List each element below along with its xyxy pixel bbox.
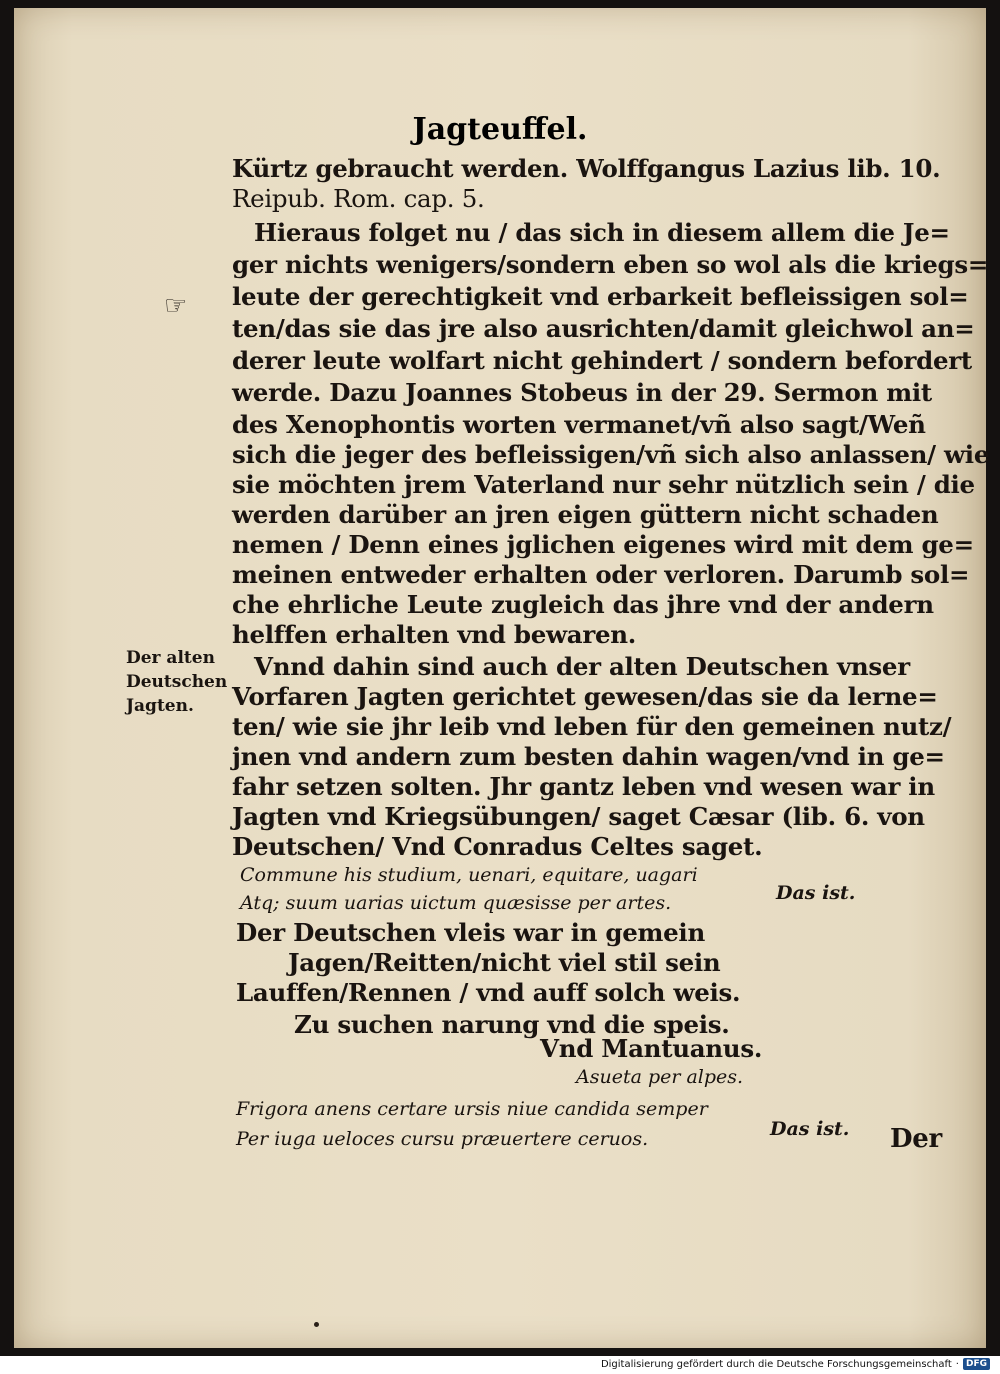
text-line: jnen vnd andern zum besten dahin wagen/vnd in ge=	[232, 742, 945, 771]
text-line: fahr setzen solten. Jhr gantz leben vnd wesen war in	[232, 772, 935, 801]
footer-bar: Digitalisierung gefördert durch die Deutsche Forschungsgemeinschaft · DFG	[601, 1356, 990, 1372]
latin-verse-line: Per iuga ueloces cursu præuertere ceruos.	[236, 1128, 649, 1150]
text-line: Jagten vnd Kriegsübungen/ saget Cæsar (lib. 6. von	[232, 802, 925, 831]
book-page	[14, 8, 990, 1348]
dfg-logo-icon: DFG	[963, 1358, 990, 1370]
catchword: Der	[890, 1124, 942, 1154]
latin-intro-line: Asueta per alpes.	[576, 1066, 744, 1088]
text-line: Vnnd dahin sind auch der alten Deutschen vnser	[254, 652, 910, 681]
das-ist-label: Das ist.	[770, 1118, 850, 1140]
text-line: sie möchten jrem Vaterland nur sehr nützlich sein / die	[232, 470, 975, 499]
margin-note-line: Jagten.	[126, 696, 194, 716]
text-line: Kürtz gebraucht werden. Wolffgangus Lazius lib. 10.	[232, 154, 941, 183]
text-line: leute der gerechtigkeit vnd erbarkeit befleissigen sol=	[232, 282, 969, 311]
text-line: Hieraus folget nu / das sich in diesem allem die Je=	[254, 218, 950, 247]
verse-line: Der Deutschen vleis war in gemein	[236, 918, 705, 947]
text-line: helffen erhalten vnd bewaren.	[232, 620, 636, 649]
text-line: Vorfaren Jagten gerichtet gewesen/das sie da lerne=	[232, 682, 938, 711]
das-ist-label: Das ist.	[776, 882, 856, 904]
text-line: sich die jeger des befleissigen/vñ sich also anlassen/ wie	[232, 440, 990, 469]
text-line: che ehrliche Leute zugleich das jhre vnd der andern	[232, 590, 934, 619]
latin-verse-line: Atq; suum uarias uictum quæsisse per artes.	[240, 892, 672, 914]
mantuanus-heading: Vnd Mantuanus.	[540, 1034, 763, 1063]
text-line: Reipub. Rom. cap. 5.	[232, 184, 485, 213]
footer-text: Digitalisierung gefördert durch die Deutsche Forschungsgemeinschaft	[600, 1358, 952, 1370]
text-line: werde. Dazu Joannes Stobeus in der 29. Sermon mit	[232, 378, 932, 407]
latin-verse-line: Frigora anens certare ursis niue candida semper	[236, 1098, 708, 1120]
text-line: nemen / Denn eines jglichen eigenes wird mit dem ge=	[232, 530, 974, 559]
verse-line: Zu suchen narung vnd die speis.	[294, 1010, 730, 1039]
pointing-hand-icon: ☞	[164, 291, 188, 321]
text-line: des Xenophontis worten vermanet/vñ also sagt/Weñ	[232, 410, 926, 439]
text-line: Deutschen/ Vnd Conradus Celtes saget.	[232, 832, 763, 861]
text-line: ten/das sie das jre also ausrichten/damit gleichwol an=	[232, 314, 975, 343]
text-line: werden darüber an jren eigen güttern nicht schaden	[232, 500, 939, 529]
text-line: ten/ wie sie jhr leib vnd leben für den gemeinen nutz/	[232, 712, 952, 741]
text-line: meinen entweder erhalten oder verloren. Darumb sol=	[232, 560, 970, 589]
margin-note-line: Der alten	[126, 648, 215, 668]
margin-note-line: Deutschen	[126, 672, 228, 692]
latin-verse-line: Commune his studium, uenari, equitare, uagari	[240, 864, 698, 886]
verse-line: Jagen/Reitten/nicht viel stil sein	[288, 948, 721, 977]
page-title: Jagteuffel.	[412, 112, 588, 147]
text-line: derer leute wolfart nicht gehindert / sondern befordert	[232, 346, 972, 375]
text-line: ger nichts wenigers/sondern eben so wol als die kriegs=	[232, 250, 989, 279]
ink-spot	[314, 1322, 319, 1327]
verse-line: Lauffen/Rennen / vnd auff solch weis.	[236, 978, 741, 1007]
